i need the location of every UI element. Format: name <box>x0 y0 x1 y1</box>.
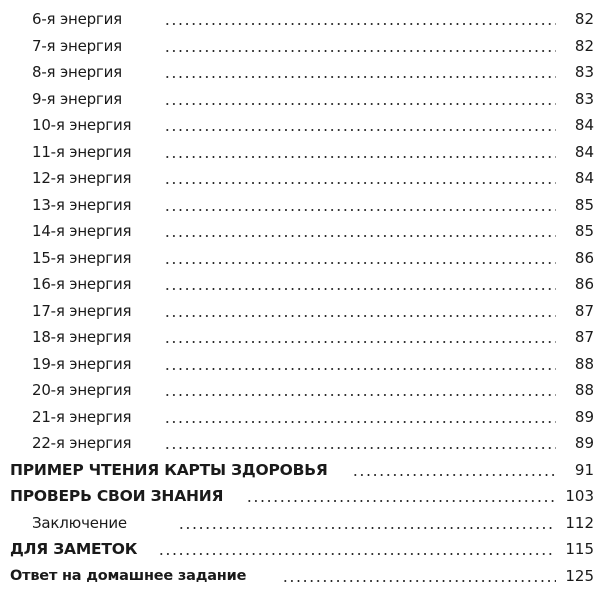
dot-leader <box>164 156 556 158</box>
dot-leader <box>164 182 556 184</box>
toc-entry-title: 15-я энергия <box>32 249 135 267</box>
toc-entry-page: 112 <box>561 514 594 532</box>
table-of-contents <box>0 6 608 589</box>
toc-entry-page: 88 <box>571 355 594 373</box>
dot-leader <box>164 421 556 423</box>
toc-entry-energy[interactable] <box>0 245 608 272</box>
dot-leader <box>164 129 556 131</box>
toc-entry-energy[interactable] <box>0 6 608 33</box>
toc-entry-energy[interactable] <box>0 112 608 139</box>
toc-entry-page: 125 <box>561 567 594 585</box>
dot-leader <box>164 341 556 343</box>
toc-entry-title: 21-я энергия <box>32 408 135 426</box>
toc-entry-energy[interactable] <box>0 192 608 219</box>
toc-entry-title: ДЛЯ ЗАМЕТОК <box>10 540 141 558</box>
dot-leader <box>164 288 556 290</box>
toc-entry-page: 91 <box>571 461 594 479</box>
toc-entry-energy[interactable] <box>0 165 608 192</box>
toc-entry-energy[interactable] <box>0 86 608 113</box>
dot-leader <box>164 23 556 25</box>
toc-entry-title: 13-я энергия <box>32 196 135 214</box>
toc-entry-title: Заключение <box>32 514 131 532</box>
toc-entry-page: 83 <box>571 63 594 81</box>
dot-leader <box>282 580 556 582</box>
toc-entry-energy[interactable] <box>0 324 608 351</box>
toc-entry-page: 84 <box>571 169 594 187</box>
toc-entry-check-knowledge[interactable] <box>0 483 608 510</box>
toc-entry-title: 6-я энергия <box>32 10 126 28</box>
dot-leader <box>178 527 556 529</box>
toc-entry-page: 84 <box>571 143 594 161</box>
toc-entry-homework-answer[interactable] <box>0 563 608 590</box>
toc-entry-title: 11-я энергия <box>32 143 135 161</box>
toc-entry-page: 83 <box>571 90 594 108</box>
toc-entry-title: ПРИМЕР ЧТЕНИЯ КАРТЫ ЗДОРОВЬЯ <box>10 461 332 479</box>
toc-entry-title: 9-я энергия <box>32 90 126 108</box>
dot-leader <box>164 262 556 264</box>
toc-entry-title: 19-я энергия <box>32 355 135 373</box>
toc-entry-title: 22-я энергия <box>32 434 135 452</box>
toc-entry-page: 86 <box>571 249 594 267</box>
toc-entry-title: 12-я энергия <box>32 169 135 187</box>
toc-entry-page: 86 <box>571 275 594 293</box>
toc-entry-page: 103 <box>561 487 594 505</box>
dot-leader <box>164 447 556 449</box>
toc-entry-energy[interactable] <box>0 271 608 298</box>
dot-leader <box>164 50 556 52</box>
toc-entry-notes[interactable] <box>0 536 608 563</box>
toc-entry-conclusion[interactable] <box>0 510 608 537</box>
dot-leader <box>164 315 556 317</box>
toc-entry-page: 115 <box>561 540 594 558</box>
toc-entry-title: Ответ на домашнее задание <box>10 568 250 584</box>
toc-entry-title: 14-я энергия <box>32 222 135 240</box>
toc-entry-energy[interactable] <box>0 59 608 86</box>
toc-entry-energy[interactable] <box>0 139 608 166</box>
toc-entry-energy[interactable] <box>0 430 608 457</box>
toc-entry-page: 82 <box>571 10 594 28</box>
toc-entry-energy[interactable] <box>0 33 608 60</box>
dot-leader <box>164 235 556 237</box>
toc-entry-page: 84 <box>571 116 594 134</box>
dot-leader <box>164 209 556 211</box>
dot-leader <box>164 103 556 105</box>
toc-entry-title: 10-я энергия <box>32 116 135 134</box>
toc-entry-energy[interactable] <box>0 404 608 431</box>
toc-entry-title: 16-я энергия <box>32 275 135 293</box>
toc-entry-title: 7-я энергия <box>32 37 126 55</box>
dot-leader <box>164 76 556 78</box>
toc-entry-page: 89 <box>571 408 594 426</box>
toc-entry-energy[interactable] <box>0 377 608 404</box>
toc-entry-energy[interactable] <box>0 218 608 245</box>
toc-entry-page: 87 <box>571 302 594 320</box>
toc-entry-title: 18-я энергия <box>32 328 135 346</box>
toc-entry-page: 89 <box>571 434 594 452</box>
dot-leader <box>352 474 556 476</box>
toc-entry-page: 85 <box>571 222 594 240</box>
toc-entry-energy[interactable] <box>0 298 608 325</box>
toc-entry-page: 87 <box>571 328 594 346</box>
toc-entry-title: 8-я энергия <box>32 63 126 81</box>
dot-leader <box>164 394 556 396</box>
toc-entry-page: 88 <box>571 381 594 399</box>
toc-entry-page: 85 <box>571 196 594 214</box>
toc-entry-title: 20-я энергия <box>32 381 135 399</box>
toc-entry-page: 82 <box>571 37 594 55</box>
dot-leader <box>246 500 556 502</box>
toc-entry-health-map-example[interactable] <box>0 457 608 484</box>
dot-leader <box>164 368 556 370</box>
toc-entry-title: 17-я энергия <box>32 302 135 320</box>
toc-entry-energy[interactable] <box>0 351 608 378</box>
dot-leader <box>158 553 556 555</box>
energy-list <box>0 6 608 457</box>
toc-entry-title: ПРОВЕРЬ СВОИ ЗНАНИЯ <box>10 487 227 505</box>
